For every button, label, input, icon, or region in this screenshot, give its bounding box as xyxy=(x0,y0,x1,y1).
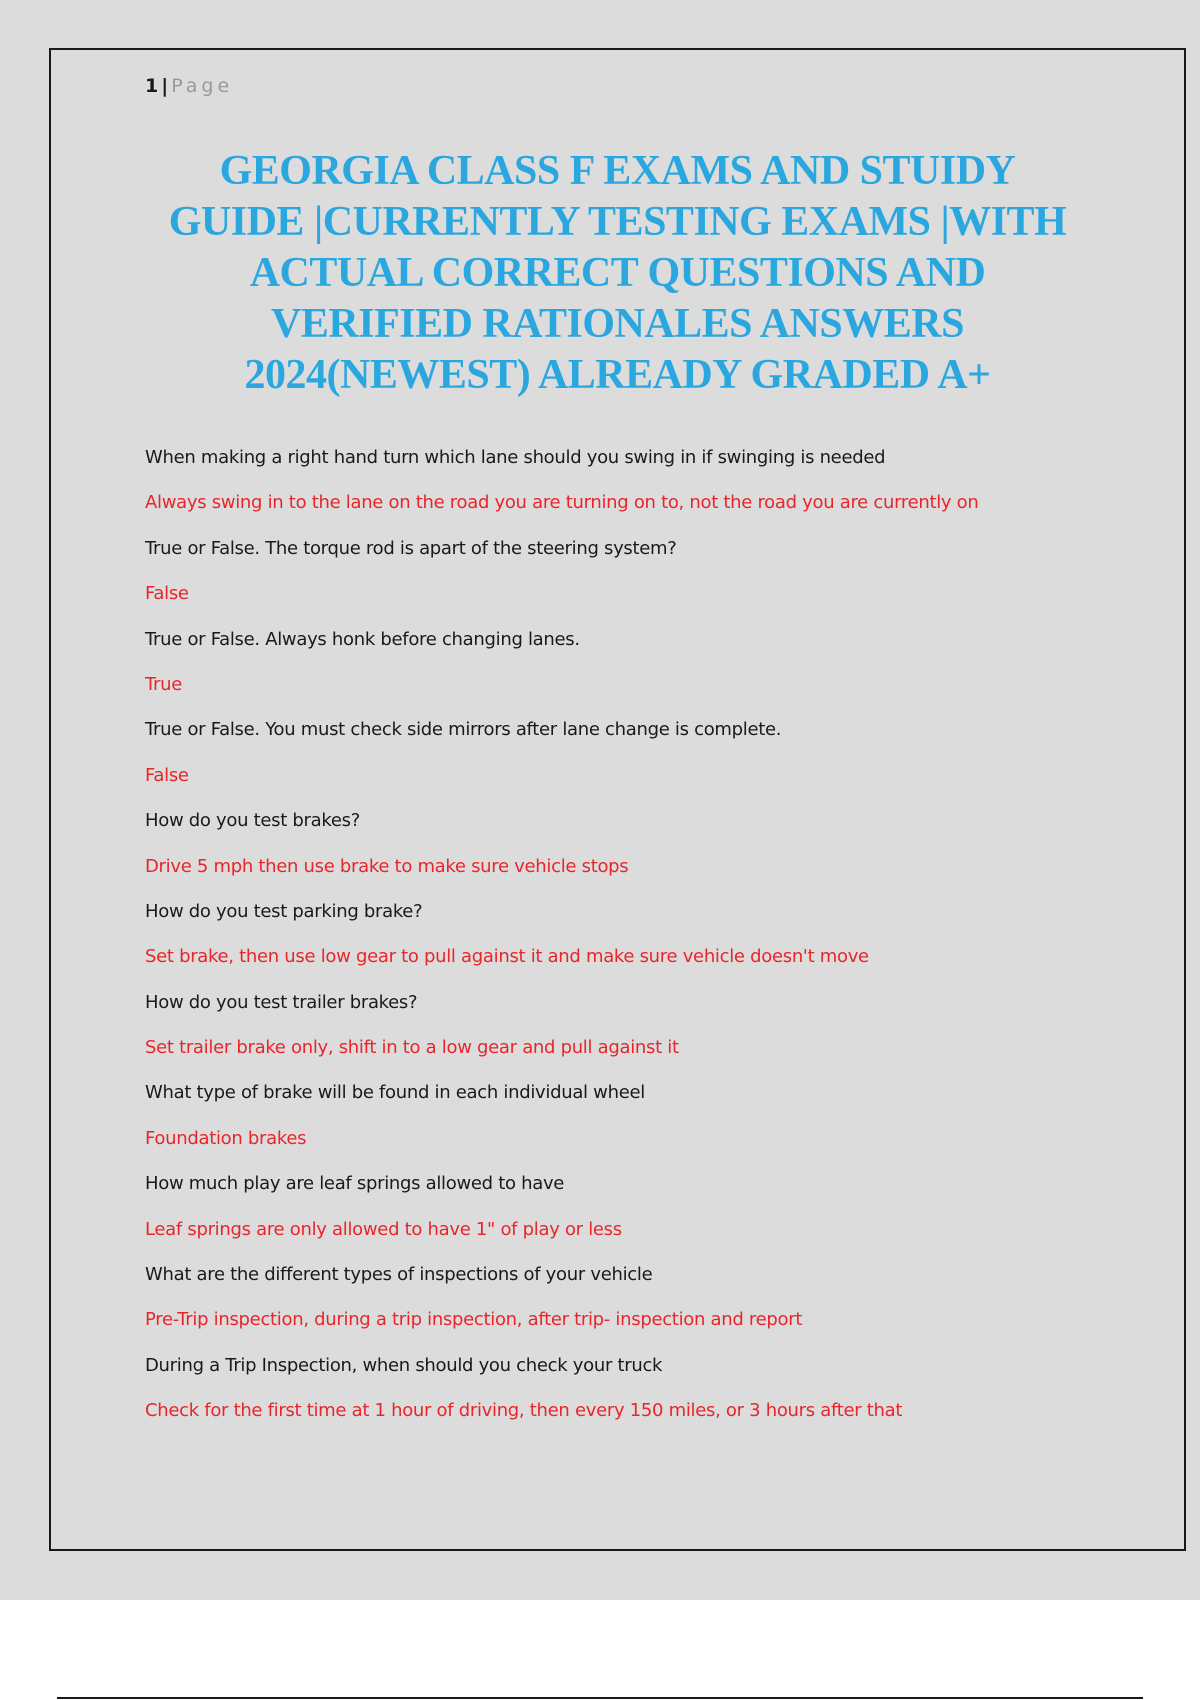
page-number: 1 xyxy=(145,75,159,97)
question-text: True or False. The torque rod is apart of the steering system? xyxy=(145,537,677,559)
next-page-divider xyxy=(57,1697,1143,1699)
question-text: What type of brake will be found in each individual wheel xyxy=(145,1082,645,1104)
question-text: What are the different types of inspections of your vehicle xyxy=(145,1264,653,1286)
page-number-separator: | xyxy=(161,75,169,97)
title-line: VERIFIED RATIONALES ANSWERS xyxy=(271,301,964,347)
answer-text: True xyxy=(145,673,183,695)
title-line: GUIDE |CURRENTLY TESTING EXAMS |WITH xyxy=(168,199,1067,245)
answer-text: Set brake, then use low gear to pull against it and make sure vehicle doesn't move xyxy=(145,946,869,968)
answer-text: Check for the first time at 1 hour of driving, then every 150 miles, or 3 hours after that xyxy=(145,1400,903,1422)
title-line: ACTUAL CORRECT QUESTIONS AND xyxy=(249,250,986,296)
question-text: True or False. You must check side mirrors after lane change is complete. xyxy=(145,719,782,741)
title-line: 2024(NEWEST) ALREADY GRADED A+ xyxy=(244,352,991,398)
title-line: GEORGIA CLASS F EXAMS AND STUIDY xyxy=(219,148,1016,194)
answer-text: Always swing in to the lane on the road you are turning on to, not the road you are currently on xyxy=(145,492,979,514)
question-text: True or False. Always honk before changing lanes. xyxy=(145,628,580,650)
page-number-header xyxy=(145,74,233,98)
question-text: How much play are leaf springs allowed to have xyxy=(145,1173,565,1195)
answer-text: Leaf springs are only allowed to have 1" of play or less xyxy=(145,1218,622,1240)
answer-text: False xyxy=(145,764,189,786)
question-text: How do you test brakes? xyxy=(145,810,360,832)
answer-text: Set trailer brake only, shift in to a low gear and pull against it xyxy=(145,1037,679,1059)
question-text: How do you test parking brake? xyxy=(145,900,423,922)
answer-text: False xyxy=(145,583,189,605)
answer-text: Foundation brakes xyxy=(145,1127,307,1149)
question-text: When making a right hand turn which lane should you swing in if swinging is needed xyxy=(145,447,886,468)
answer-text: Pre-Trip inspection, during a trip inspection, after trip- inspection and report xyxy=(145,1309,803,1331)
question-text: During a Trip Inspection, when should you check your truck xyxy=(145,1354,663,1376)
page-label: Page xyxy=(171,75,234,97)
document-title xyxy=(130,146,1105,401)
question-text: How do you test trailer brakes? xyxy=(145,991,418,1013)
question-answer-list xyxy=(145,446,1165,1445)
answer-text: Drive 5 mph then use brake to make sure vehicle stops xyxy=(145,855,629,877)
